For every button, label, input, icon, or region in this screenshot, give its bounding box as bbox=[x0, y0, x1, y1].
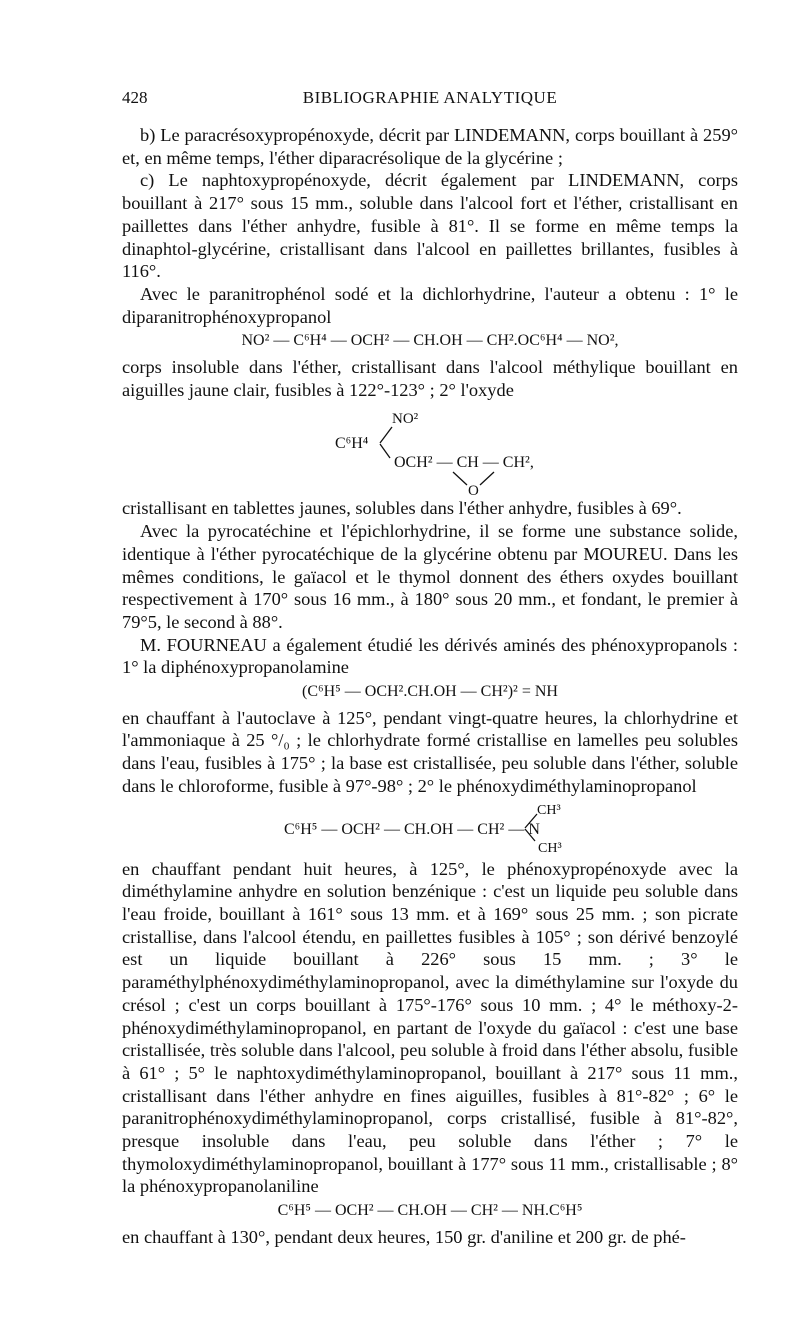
paragraph-c: c) Le naphtoxypropénoxyde, décrit également par LINDEMANN, corps bouillant à 217° sous 15 mm., soluble dans l'alcool fort et l'éther, cristallisant en paillettes dans l'éther anhydre, fusible à 81°. Il se forme en même temps la dinaphtol-glycérine, cristallisant dans l'alcool en paillettes brillantes, fusibles à 116°. bbox=[122, 170, 738, 282]
formula-diphenoxypropanolamine: (C⁶H⁵ — OCH².CH.OH — CH²)² = NH bbox=[302, 683, 558, 701]
paragraph-aniline: en chauffant à 130°, pendant deux heures, 150 gr. d'aniline et 200 gr. de phé- bbox=[122, 1226, 686, 1247]
amine-top-methyl: CH³ bbox=[537, 802, 561, 818]
oxide-structure-diagram bbox=[122, 401, 738, 497]
structure-amine bbox=[122, 798, 738, 858]
paragraph-fourneau: M. FOURNEAU a également étudié les dérivés aminés des phénoxypropanols : 1° la diphénoxypropanolamine bbox=[122, 634, 738, 678]
page-header bbox=[122, 88, 738, 108]
amine-bottom-methyl: CH³ bbox=[538, 840, 562, 856]
amine-chain: C⁶H⁵ — OCH² — CH.OH — CH² — N bbox=[284, 820, 540, 838]
oxide-bond-up bbox=[380, 427, 392, 443]
formula-phenoxypropanolaniline: C⁶H⁵ — OCH² — CH.OH — CH² — NH.C⁶H⁵ bbox=[277, 1202, 583, 1220]
oxide-top-group: NO² bbox=[392, 411, 419, 428]
structure-oxide bbox=[122, 401, 738, 497]
oxide-bond-down bbox=[380, 444, 390, 458]
paragraph-b: b) Le paracrésoxypropénoxyde, décrit par LINDEMANN, corps bouillant à 259° et, en même temps, l'éther diparacrésolique de la glycérine ; bbox=[122, 125, 738, 168]
formula-diparanitrophenoxypropanol: NO² — C⁶H⁴ — OCH² — CH.OH — CH².OC⁶H⁴ — NO², bbox=[241, 332, 619, 350]
oxide-ring-bond-left bbox=[453, 472, 467, 485]
paragraph-dimethylamine: en chauffant pendant huit heures, à 125°, le phénoxypropénoxyde avec la diméthylamine anhydre en solution benzénique : c'est un liquide peu soluble dans l'eau froide, bouillant à 161° sous 13 mm. et à 169° sous 25 mm. ; son picrate cristallise, dans l'alcool étendu, en paillettes fusibles à 105° ; son dérivé benzoylé est un liquide bouillant à 226° sous 15 mm. ; 3° le paraméthylphénoxydiméthylaminopropanol, avec la diméthylamine sur l'oxyde du crésol ; c'est un corps bouillant à 175°-176° sous 10 mm. ; 4° le méthoxy-2-phénoxydiméthylaminopropanol, en partant de l'oxyde du gaïacol : c'est une base cristallisée, très soluble dans l'alcool, peu soluble à froid dans l'éther absolu, fusible à 61° ; 5° le naphtoxydiméthylaminopropanol, bouillant à 217° sous 11 mm., cristallisant dans l'éther anhydre en fines aiguilles, fusibles à 81°-82° ; 6° le paranitrophénoxydiméthylaminopropanol, corps cristallisé, fusible à 81°-82°, presque insoluble dans l'eau, peu soluble dans l'éther ; 7° le thymoloxydiméthylaminopropanol, bouillant à 177° sous 11 mm., cristallisable ; 8° la phénoxypropanolaniline bbox=[122, 858, 738, 1197]
oxide-ring-oxygen: O bbox=[468, 483, 479, 498]
paragraph-pyrocatechine: Avec la pyrocatéchine et l'épichlorhydrine, il se forme une substance solide, identique à l'éther pyrocatéchique de la glycérine obtenu par MOUREU. Dans les mêmes conditions, le gaïacol et le thymol donnent des éthers oxydes bouillant respectivement à 170° sous 16 mm., à 180° sous 20 mm., et fondant, le premier à 79°5, le second à 88°. bbox=[122, 521, 738, 632]
running-head: BIBLIOGRAPHIE ANALYTIQUE bbox=[302, 88, 558, 107]
article-body bbox=[122, 124, 738, 1249]
page-number: 428 bbox=[122, 88, 148, 107]
oxide-ring-bond-right bbox=[480, 472, 494, 485]
oxide-base-label: C⁶H⁴ bbox=[335, 435, 369, 453]
amine-structure-diagram bbox=[122, 798, 738, 858]
paragraph-paranitrophenol: Avec le paranitrophénol sodé et la dichlorhydrine, l'auteur a obtenu : 1° le diparanitrophénoxypropanol bbox=[122, 283, 738, 327]
oxide-chain: OCH² — CH — CH², bbox=[394, 454, 534, 472]
paragraph-autoclave: en chauffant à l'autoclave à 125°, pendant vingt-quatre heures, la chlorhydrine et l'ammoniaque à 25 °/₀ ; le chlorhydrate formé cristallise en lamelles peu solubles dans l'eau, fusibles à 175° ; la base est cristallisée, peu soluble dans l'éther, soluble dans le chloroforme, fusible à 97°-98° ; 2° le phénoxydiméthylaminopropanol bbox=[122, 707, 738, 796]
paragraph-insoluble: corps insoluble dans l'éther, cristallisant dans l'alcool méthylique bouillant en aiguilles jaune clair, fusibles à 122°-123° ; 2° l'oxyde bbox=[122, 357, 738, 400]
paragraph-tablettes: cristallisant en tablettes jaunes, solubles dans l'éther anhydre, fusibles à 69°. bbox=[122, 498, 682, 519]
